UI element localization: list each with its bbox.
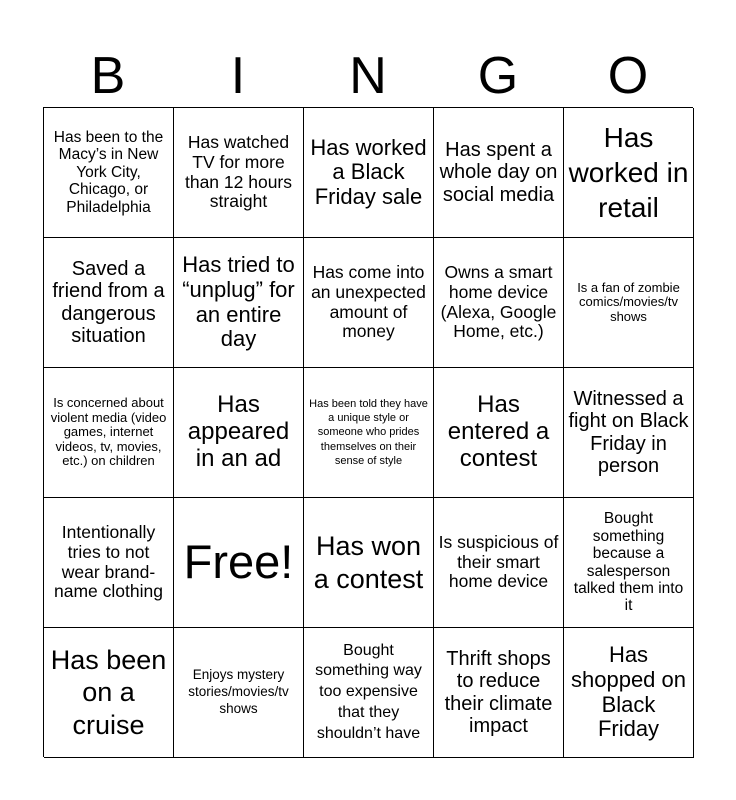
- bingo-cell-r4-c3[interactable]: [434, 628, 564, 758]
- header-letter-o: O: [607, 47, 649, 105]
- free-space-text: Free!: [183, 535, 294, 589]
- cell-text: Is suspicious of their smart home device: [438, 532, 559, 592]
- bingo-cell-r4-c2[interactable]: [304, 628, 434, 758]
- cell-text: Has watched TV for more than 12 hours straight: [184, 132, 293, 212]
- bingo-header: [43, 46, 693, 106]
- cell-text: Enjoys mystery stories/movies/tv shows: [188, 667, 289, 716]
- cell-text: Bought something because a salesperson talked them into it: [573, 510, 684, 615]
- bingo-cell-r4-c4[interactable]: [564, 628, 694, 758]
- bingo-cell-r3-c3[interactable]: [434, 498, 564, 628]
- cell-text: Has come into an unexpected amount of money: [311, 262, 426, 342]
- bingo-cell-r1-c0[interactable]: [44, 238, 174, 368]
- bingo-cell-r0-c3[interactable]: [434, 108, 564, 238]
- bingo-cell-r0-c0[interactable]: [44, 108, 174, 238]
- cell-text: Saved a friend from a dangerous situation: [52, 257, 165, 347]
- cell-text: Has been on a cruise: [50, 644, 167, 740]
- bingo-cell-r2-c2[interactable]: [304, 368, 434, 498]
- cell-text: Has worked a Black Friday sale: [310, 134, 427, 209]
- header-letter-n: N: [349, 47, 387, 105]
- header-letter-i: I: [230, 47, 246, 105]
- bingo-cell-r3-c0[interactable]: [44, 498, 174, 628]
- bingo-cell-r3-c1-free[interactable]: [174, 498, 304, 628]
- bingo-cell-r1-c4[interactable]: [564, 238, 694, 368]
- cell-text: Bought something way too expensive that they shouldn’t have: [315, 641, 422, 742]
- bingo-cell-r0-c1[interactable]: [174, 108, 304, 238]
- bingo-grid: [43, 107, 693, 757]
- bingo-cell-r4-c0[interactable]: [44, 628, 174, 758]
- bingo-cell-r2-c3[interactable]: [434, 368, 564, 498]
- bingo-cell-r0-c2[interactable]: [304, 108, 434, 238]
- cell-text: Is concerned about violent media (video games, internet videos, tv, movies, etc.) on children: [50, 395, 167, 469]
- bingo-cell-r0-c4[interactable]: [564, 108, 694, 238]
- bingo-cell-r1-c3[interactable]: [434, 238, 564, 368]
- cell-text: Thrift shops to reduce their climate impact: [444, 647, 553, 737]
- bingo-cell-r1-c1[interactable]: [174, 238, 304, 368]
- cell-text: Has won a contest: [313, 531, 424, 594]
- cell-text: Is a fan of zombie comics/movies/tv shows: [577, 279, 680, 324]
- cell-text: Has shopped on Black Friday: [571, 642, 686, 742]
- cell-text: Has worked in retail: [568, 122, 689, 223]
- header-letter-g: G: [477, 47, 519, 105]
- cell-text: Has been told they have a unique style or someone who prides themselves on their sense of style: [309, 397, 428, 467]
- bingo-cell-r3-c4[interactable]: [564, 498, 694, 628]
- bingo-cell-r3-c2[interactable]: [304, 498, 434, 628]
- bingo-cell-r2-c4[interactable]: [564, 368, 694, 498]
- cell-text: Has entered a contest: [447, 391, 550, 472]
- bingo-cell-r2-c1[interactable]: [174, 368, 304, 498]
- cell-text: Has been to the Macy’s in New York City, Chicago, or Philadelphia: [53, 129, 164, 216]
- cell-text: Has appeared in an ad: [187, 391, 290, 472]
- cell-text: Witnessed a fight on Black Friday in person: [568, 387, 689, 477]
- cell-text: Has spent a whole day on social media: [439, 138, 558, 206]
- bingo-cell-r1-c2[interactable]: [304, 238, 434, 368]
- bingo-cell-r4-c1[interactable]: [174, 628, 304, 758]
- header-letter-b: B: [90, 47, 126, 105]
- cell-text: Intentionally tries to not wear brand-name clothing: [54, 522, 163, 602]
- cell-text: Owns a smart home device (Alexa, Google Home, etc.): [440, 262, 557, 342]
- cell-text: Has tried to “unplug” for an entire day: [182, 252, 295, 352]
- bingo-cell-r2-c0[interactable]: [44, 368, 174, 498]
